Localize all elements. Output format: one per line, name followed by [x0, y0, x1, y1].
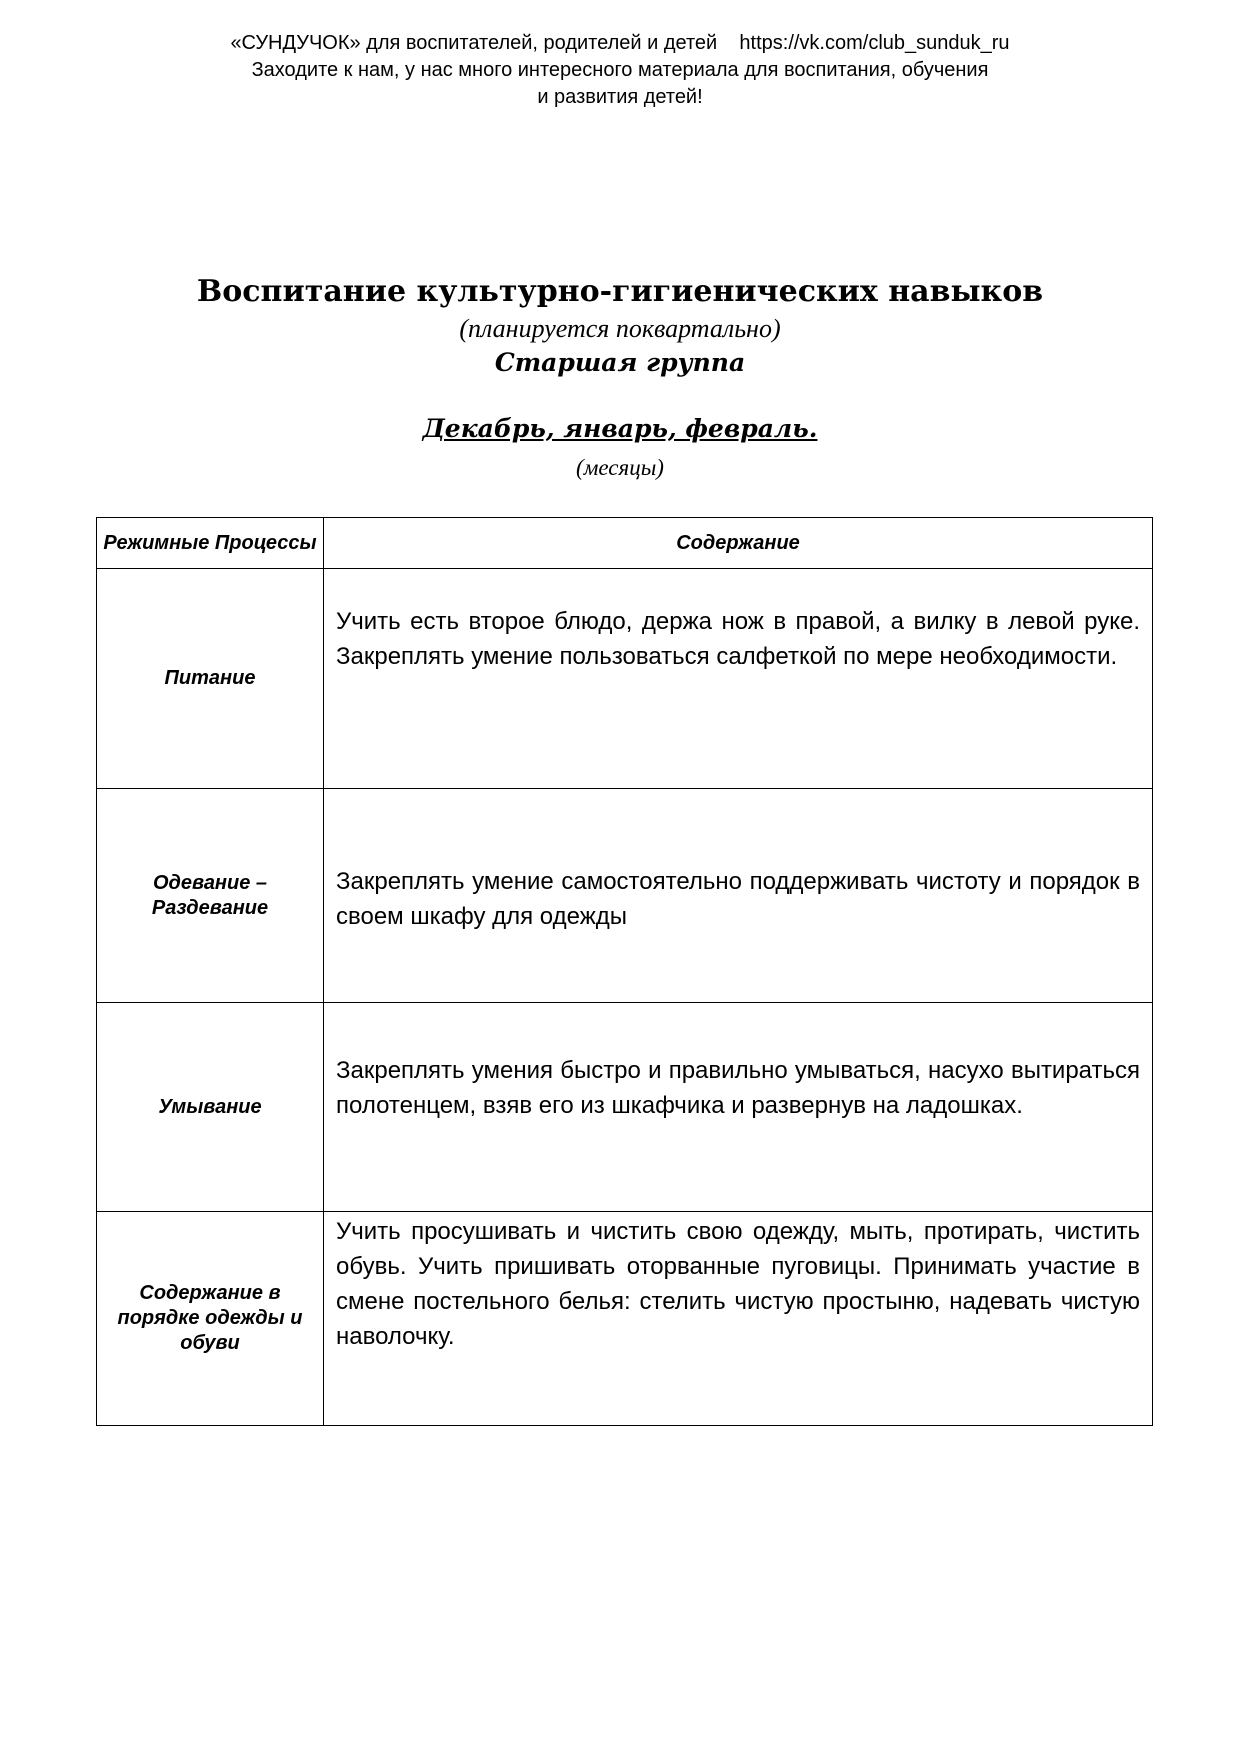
content-cell: Закреплять умение самостоятельно поддерживать чистоту и порядок в своем шкафу для одежды	[324, 789, 1153, 1003]
table-row	[97, 1212, 1153, 1426]
header-process: Режимные Процессы	[97, 518, 324, 569]
content-cell: Закреплять умения быстро и правильно умываться, насухо вытираться полотенцем, взяв его из шкафчика и развернув на ладошках.	[324, 1003, 1153, 1212]
process-cell: Умывание	[97, 1003, 324, 1212]
group-name: Старшая группа	[494, 348, 746, 377]
table-row	[97, 789, 1153, 1003]
content-cell: Учить просушивать и чистить свою одежду, мыть, протирать, чистить обувь. Учить пришивать оторванные пуговицы. Принимать участие в смене постельного белья: стелить чистую простыню, надевать чистую наволочку.	[324, 1212, 1153, 1426]
months-label: (месяцы)	[576, 455, 664, 480]
site-header	[0, 30, 1240, 111]
plan-table	[96, 517, 1153, 1426]
months: Декабрь, январь, февраль.	[422, 414, 818, 443]
header-line-3: и развития детей!	[537, 86, 703, 108]
table-header-row	[97, 518, 1153, 569]
content-cell: Учить есть второе блюдо, держа нож в правой, а вилку в левой руке. Закреплять умение пользоваться салфеткой по мере необходимости.	[324, 569, 1153, 789]
header-line-1: «СУНДУЧОК» для воспитателей, родителей и детей https://vk.com/club_sunduk_ru	[230, 32, 1010, 54]
page-subtitle: (планируется поквартально)	[459, 314, 781, 343]
table-row	[97, 1003, 1153, 1212]
process-cell: Питание	[97, 569, 324, 789]
header-line-2: Заходите к нам, у нас много интересного материала для воспитания, обучения	[251, 59, 989, 81]
header-content: Содержание	[324, 518, 1153, 569]
table-row	[97, 569, 1153, 789]
page-title: Воспитание культурно-гигиенических навыков	[196, 274, 1044, 309]
process-cell: Одевание – Раздевание	[97, 789, 324, 1003]
process-cell: Содержание в порядке одежды и обуви	[97, 1212, 324, 1426]
